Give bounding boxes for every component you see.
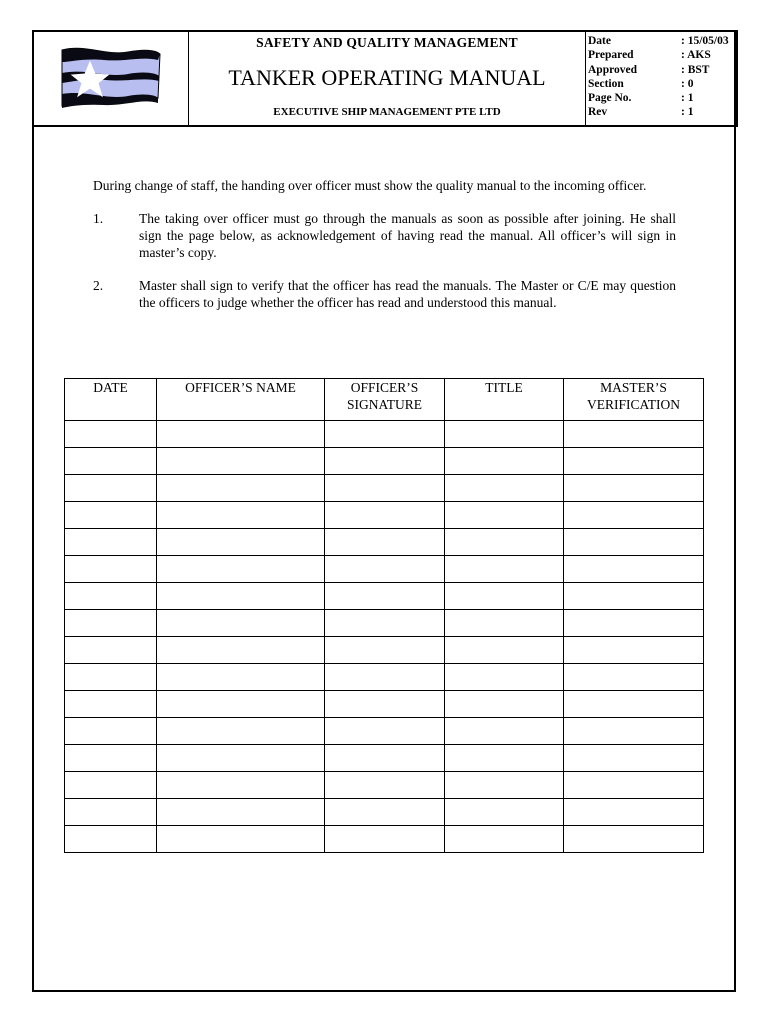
meta-label: Section <box>588 77 624 90</box>
table-cell <box>445 610 564 637</box>
table-cell <box>157 745 325 772</box>
table-cell <box>325 745 445 772</box>
table-cell <box>564 502 704 529</box>
col-header-master-verification: MASTER’S VERIFICATION <box>564 379 704 421</box>
table-cell <box>325 556 445 583</box>
table-cell <box>157 772 325 799</box>
table-row <box>65 502 704 529</box>
table-row <box>65 637 704 664</box>
meta-value: : 15/05/03 <box>681 35 729 47</box>
table-cell <box>65 772 157 799</box>
table-header-row <box>65 379 704 421</box>
table-cell <box>564 664 704 691</box>
table-cell <box>65 556 157 583</box>
table-cell <box>157 529 325 556</box>
table-cell <box>65 610 157 637</box>
table-row <box>65 421 704 448</box>
table-cell <box>65 745 157 772</box>
table-cell <box>65 799 157 826</box>
table-cell <box>325 421 445 448</box>
table-cell <box>65 583 157 610</box>
table-cell <box>564 610 704 637</box>
table-row <box>65 772 704 799</box>
meta-row-date <box>588 34 736 48</box>
table-cell <box>445 637 564 664</box>
table-row <box>65 583 704 610</box>
table-cell <box>65 637 157 664</box>
table-row <box>65 448 704 475</box>
table-body <box>65 421 704 853</box>
table-cell <box>445 556 564 583</box>
table-cell <box>157 826 325 853</box>
table-cell <box>325 448 445 475</box>
table-cell <box>564 637 704 664</box>
item-text: The taking over officer must go through the manuals as soon as possible after joining. He shall sign the page below, as acknowledgement of having read the manual. All officer’s will sign in master’s copy. <box>139 211 676 260</box>
table-cell <box>65 475 157 502</box>
table-cell <box>564 772 704 799</box>
table-cell <box>325 826 445 853</box>
meta-value: : AKS <box>681 49 711 62</box>
intro-paragraph: During change of staff, the handing over officer must show the quality manual to the incoming officer. <box>93 178 647 193</box>
item-number: 1. <box>93 211 104 226</box>
acknowledgement-table <box>64 378 704 853</box>
table-cell <box>325 583 445 610</box>
table-cell <box>564 718 704 745</box>
table-cell <box>445 475 564 502</box>
meta-value: : 1 <box>681 106 694 119</box>
meta-row-approved <box>588 63 736 77</box>
manual-title: TANKER OPERATING MANUAL <box>228 65 546 90</box>
table-cell <box>445 421 564 448</box>
table-cell <box>445 826 564 853</box>
meta-row-section <box>588 77 736 91</box>
col-header-title: TITLE <box>445 379 564 421</box>
col-header-date: DATE <box>65 379 157 421</box>
table-cell <box>325 610 445 637</box>
table-row <box>65 475 704 502</box>
meta-label: Date <box>588 35 611 47</box>
table-cell <box>564 745 704 772</box>
meta-row-rev <box>588 105 736 119</box>
table-row <box>65 664 704 691</box>
table-cell <box>564 826 704 853</box>
table-cell <box>65 502 157 529</box>
table-cell <box>65 664 157 691</box>
table-cell <box>65 448 157 475</box>
table-cell <box>445 772 564 799</box>
table-row <box>65 826 704 853</box>
meta-label: Page No. <box>588 92 632 105</box>
table-cell <box>325 772 445 799</box>
table-cell <box>325 691 445 718</box>
table-cell <box>325 502 445 529</box>
table-cell <box>445 583 564 610</box>
item-text: Master shall sign to verify that the officer has read the manuals. The Master or C/E may question the officers to judge whether the officer has read and understood this manual. <box>139 278 676 310</box>
table-cell <box>445 448 564 475</box>
table-cell <box>157 610 325 637</box>
table-cell <box>564 583 704 610</box>
table-cell <box>564 448 704 475</box>
meta-row-page <box>588 91 736 105</box>
table-cell <box>445 745 564 772</box>
header-top-title: SAFETY AND QUALITY MANAGEMENT <box>256 35 518 50</box>
table-cell <box>65 529 157 556</box>
table-cell <box>564 529 704 556</box>
table-cell <box>445 799 564 826</box>
document-header <box>32 30 738 127</box>
table-cell <box>65 421 157 448</box>
meta-label: Prepared <box>588 49 634 62</box>
table-cell <box>157 799 325 826</box>
table-cell <box>157 502 325 529</box>
table-cell <box>157 637 325 664</box>
table-cell <box>564 691 704 718</box>
meta-value: : BST <box>681 63 710 76</box>
meta-label: Approved <box>588 63 637 76</box>
list-item <box>93 210 676 261</box>
col-header-officer-signature: OFFICER’S SIGNATURE <box>325 379 445 421</box>
table-row <box>65 556 704 583</box>
table-row <box>65 718 704 745</box>
table-cell <box>157 583 325 610</box>
table-row <box>65 745 704 772</box>
table-cell <box>325 664 445 691</box>
table-cell <box>157 475 325 502</box>
table-cell <box>157 691 325 718</box>
meta-value: : 1 <box>681 92 694 105</box>
table-cell <box>157 421 325 448</box>
body-text <box>93 177 676 327</box>
table-cell <box>65 691 157 718</box>
table-cell <box>325 475 445 502</box>
table-cell <box>445 529 564 556</box>
table-cell <box>325 529 445 556</box>
meta-row-prepared <box>588 48 736 62</box>
table-cell <box>157 664 325 691</box>
list-item <box>93 277 676 311</box>
table-row <box>65 610 704 637</box>
table-cell <box>157 556 325 583</box>
table-cell <box>445 664 564 691</box>
table-cell <box>65 826 157 853</box>
table-cell <box>564 556 704 583</box>
table-cell <box>564 421 704 448</box>
table-cell <box>445 718 564 745</box>
table-cell <box>325 799 445 826</box>
table-row <box>65 691 704 718</box>
document-meta <box>586 32 736 125</box>
table-cell <box>564 475 704 502</box>
table-cell <box>157 448 325 475</box>
table-cell <box>325 718 445 745</box>
flag-star-logo-icon <box>56 46 168 108</box>
table-cell <box>445 502 564 529</box>
company-name: EXECUTIVE SHIP MANAGEMENT PTE LTD <box>273 106 501 118</box>
table-cell <box>445 691 564 718</box>
table-cell <box>65 718 157 745</box>
table-cell <box>157 718 325 745</box>
logo-cell <box>34 32 189 125</box>
meta-label: Rev <box>588 106 608 119</box>
meta-value: : 0 <box>681 77 694 90</box>
col-header-officer-name: OFFICER’S NAME <box>157 379 325 421</box>
table-row <box>65 529 704 556</box>
title-cell <box>189 32 586 125</box>
table-cell <box>325 637 445 664</box>
table-cell <box>564 799 704 826</box>
item-number: 2. <box>93 278 104 293</box>
table-row <box>65 799 704 826</box>
